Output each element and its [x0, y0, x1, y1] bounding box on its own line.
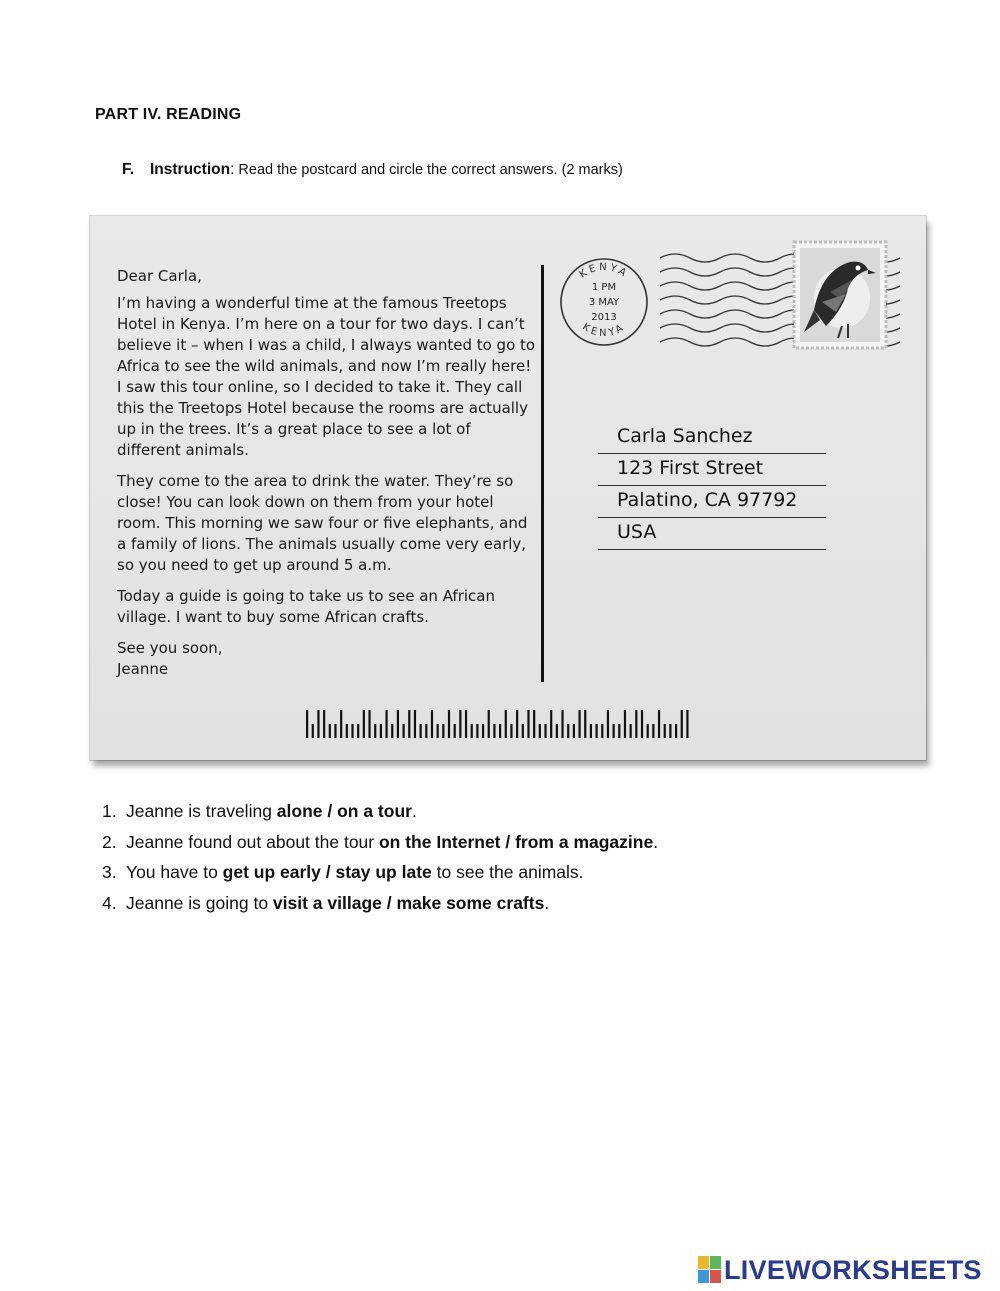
barcode-bar	[414, 710, 416, 738]
barcode-bar	[397, 710, 399, 738]
liveworksheets-logo-icon	[698, 1256, 722, 1284]
postmark-day: 3 MAY	[588, 296, 620, 308]
barcode-bar	[482, 724, 484, 738]
address-line-2: 123 First Street	[598, 454, 826, 486]
barcode-bar	[454, 724, 456, 738]
question-choice[interactable]: alone / on a tour	[276, 801, 412, 821]
barcode-bar	[675, 724, 677, 738]
barcode-bar	[368, 710, 370, 738]
address-line-1: Carla Sanchez	[598, 422, 826, 454]
barcode-bar	[510, 724, 512, 738]
barcode-bar	[584, 710, 586, 738]
barcode-bar	[505, 710, 507, 738]
instruction-letter: F.	[122, 161, 135, 178]
question-text-end: to see the animals.	[431, 862, 584, 882]
address-line-4: USA	[598, 518, 826, 550]
question-text: Jeanne is going to	[126, 892, 273, 913]
barcode-bar	[306, 710, 308, 738]
barcode-bar	[380, 724, 382, 738]
barcode-bar	[578, 710, 580, 738]
barcode-bar	[363, 710, 365, 738]
question-number: 4.	[102, 892, 117, 913]
postcard-paragraph-1: I’m having a wonderful time at the famous Treetops Hotel in Kenya. I’m here on a tour for two days. I can’t believe it – when I was a child, I always wanted to go to Africa to see the wild animals, and now I’m really here! I saw this tour online, so I decided to take it. They call this the Treetops Hotel because the rooms are actually up in the trees. It’s a great place to see a lot of different animals.	[117, 294, 536, 459]
barcode-bar	[544, 724, 546, 738]
liveworksheets-logo-text: LIVEWORKSHEETS	[724, 1254, 982, 1285]
postmark-country-bottom: KENYA	[580, 321, 628, 340]
question-text: You have to	[126, 862, 223, 882]
barcode-bar	[334, 724, 336, 738]
barcode-bar	[652, 724, 654, 738]
barcode-bar	[686, 710, 688, 738]
barcode-bar	[471, 724, 473, 738]
barcode-bar	[357, 724, 359, 738]
barcode-bar	[488, 710, 490, 738]
postcard-paragraph-3: Today a guide is going to take us to see an African village. I want to buy some African crafts.	[117, 587, 495, 626]
barcode-bar	[624, 710, 626, 738]
barcode-bar	[516, 710, 518, 738]
barcode-bar	[561, 710, 563, 738]
postmark-year: 2013	[591, 311, 617, 323]
barcode-bar	[630, 724, 632, 738]
barcode-bar	[431, 710, 433, 738]
barcode-bar	[647, 724, 649, 738]
question-text-end: .	[544, 892, 550, 913]
barcode-bar	[522, 724, 524, 738]
question-choice[interactable]: get up early / stay up late	[222, 862, 432, 882]
postcard-signature: Jeanne	[117, 660, 169, 678]
barcode-bar	[459, 710, 461, 738]
barcode-bar	[601, 724, 603, 738]
question-text-end: .	[411, 801, 417, 821]
question-number: 3.	[102, 862, 117, 882]
barcode-bar	[573, 724, 575, 738]
question-number: 1.	[102, 801, 117, 821]
barcode-bar	[596, 724, 598, 738]
barcode-bar	[476, 724, 478, 738]
question-item	[102, 859, 658, 890]
instruction-label: Instruction	[150, 161, 231, 178]
question-choice[interactable]: visit a village / make some crafts	[272, 892, 545, 913]
barcode-bar	[442, 724, 444, 738]
barcode-bar	[465, 710, 467, 738]
barcode-bar	[635, 710, 637, 738]
instruction-text: Read the postcard and circle the correct answers. (2 marks)	[234, 162, 623, 178]
postmark-time: 1 PM	[591, 281, 617, 293]
barcode-bar	[437, 724, 439, 738]
question-item	[102, 890, 658, 921]
barcode-bar	[391, 724, 393, 738]
barcode-bar	[346, 724, 348, 738]
postcard-divider	[541, 265, 544, 682]
barcode-bar	[669, 724, 671, 738]
liveworksheets-logo	[698, 1255, 982, 1285]
question-item	[102, 829, 658, 860]
barcode-bar	[613, 724, 615, 738]
barcode-bar	[607, 710, 609, 738]
bird-stamp-icon	[792, 240, 888, 350]
instruction-separator: :	[230, 161, 235, 178]
barcode-bar	[329, 724, 331, 738]
barcode-bar	[340, 710, 342, 738]
barcode-bar	[664, 724, 666, 738]
postcard-closing: See you soon,	[117, 639, 223, 657]
question-text: Jeanne found out about the tour	[126, 831, 379, 852]
barcode-bar	[408, 710, 410, 738]
barcode-bar	[618, 724, 620, 738]
barcode-bar	[448, 710, 450, 738]
address-block	[598, 422, 826, 550]
barcode-bar	[550, 710, 552, 738]
barcode-bar	[425, 724, 427, 738]
barcode-bar	[420, 724, 422, 738]
question-item	[102, 798, 658, 829]
postcard-message	[117, 266, 537, 680]
barcode-bar	[403, 724, 405, 738]
barcode-bar	[658, 710, 660, 738]
barcode-bar	[312, 724, 314, 738]
postal-barcode-icon	[306, 710, 692, 738]
barcode-bar	[590, 724, 592, 738]
barcode-bar	[567, 724, 569, 738]
barcode-bar	[374, 724, 376, 738]
barcode-bar	[533, 710, 535, 738]
barcode-bar	[539, 724, 541, 738]
postmark-date	[558, 256, 650, 348]
barcode-bar	[323, 710, 325, 738]
barcode-bar	[527, 710, 529, 738]
question-text: Jeanne is traveling	[126, 801, 277, 821]
instruction-line	[122, 161, 623, 179]
postcard	[90, 216, 926, 760]
question-list	[102, 798, 658, 920]
barcode-bar	[641, 710, 643, 738]
postcard-paragraph-2: They come to the area to drink the water. They’re so close! You can look down on them from your hotel room. This morning we saw four or five elephants, and a family of lions. The animals usually come very early, so you need to get up around 5 a.m.	[117, 472, 528, 574]
barcode-bar	[385, 710, 387, 738]
barcode-bar	[317, 710, 319, 738]
barcode-bar	[556, 724, 558, 738]
barcode-bar	[681, 710, 683, 738]
address-line-3: Palatino, CA 97792	[598, 486, 826, 518]
question-text-end: .	[653, 831, 659, 852]
postcard-greeting: Dear Carla,	[117, 267, 202, 285]
section-title: PART IV. READING	[95, 106, 242, 123]
barcode-bar	[499, 724, 501, 738]
question-number: 2.	[102, 831, 117, 852]
postmark-country-top: KENYA	[577, 261, 631, 281]
barcode-bar	[493, 724, 495, 738]
barcode-bar	[351, 724, 353, 738]
question-choice[interactable]: on the Internet / from a magazine	[378, 831, 654, 852]
